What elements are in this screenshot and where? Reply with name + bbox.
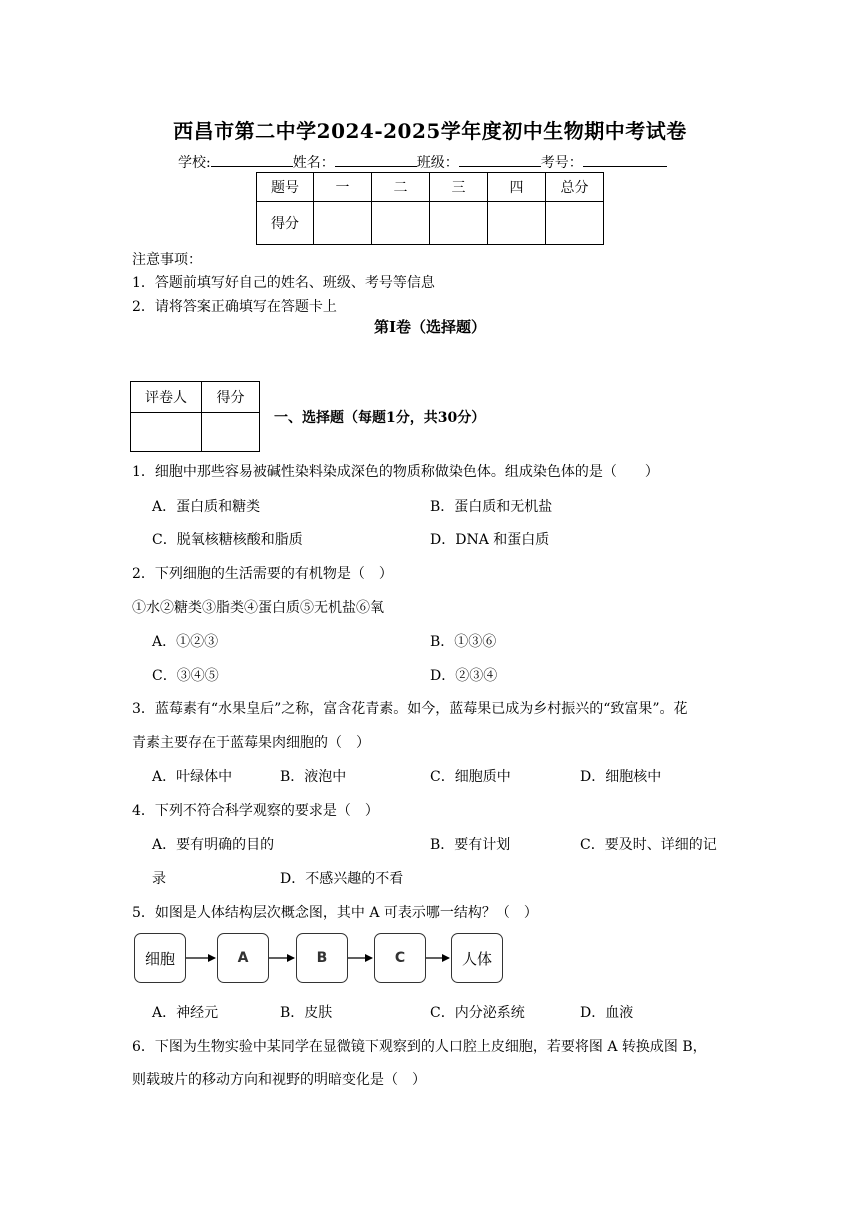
q5-option-a[interactable]: A．神经元 bbox=[152, 1005, 219, 1021]
question-6-stem: 6．下图为生物实验中某同学在显微镜下观察到的人口腔上皮细胞，若要将图 A 转换成图 B， bbox=[132, 1039, 707, 1055]
section-title: 一、选择题（每题1分，共30分） bbox=[274, 410, 486, 426]
question-3-stem: 3．蓝莓素有“水果皇后”之称，富含花青素。如今，蓝莓果已成为乡村振兴的“致富果”。花 bbox=[132, 701, 688, 717]
q3-option-a[interactable]: A．叶绿体中 bbox=[152, 769, 233, 785]
score-header-cell: 总分 bbox=[546, 173, 604, 202]
notice-heading: 注意事项： bbox=[132, 252, 202, 268]
score-row-label: 得分 bbox=[257, 202, 314, 245]
q2-option-a[interactable]: A．①②③ bbox=[152, 634, 219, 650]
q1-option-d[interactable]: D．DNA 和蛋白质 bbox=[430, 532, 550, 548]
q5-option-b[interactable]: B．皮肤 bbox=[280, 1005, 333, 1021]
q1-option-b[interactable]: B．蛋白质和无机盐 bbox=[430, 499, 553, 515]
volume-title: 第Ⅰ卷（选择题） bbox=[373, 318, 487, 336]
diagram-box-human: 人体 bbox=[451, 933, 503, 983]
exam-title: 西昌市第二中学2024-2025学年度初中生物期中考试卷 bbox=[173, 119, 687, 143]
class-label: 班级： bbox=[416, 155, 459, 171]
score-header-cell: 题号 bbox=[257, 173, 314, 202]
school-label: 学校: bbox=[178, 155, 211, 171]
q4-option-b[interactable]: B．要有计划 bbox=[430, 837, 511, 853]
q5-option-c[interactable]: C．内分泌系统 bbox=[430, 1005, 525, 1021]
number-label: 考号： bbox=[540, 155, 583, 171]
question-6-stem-cont: 则载玻片的移动方向和视野的明暗变化是（ ） bbox=[132, 1072, 426, 1088]
diagram-box-b: B bbox=[296, 933, 348, 983]
q1-option-c[interactable]: C．脱氧核糖核酸和脂质 bbox=[152, 532, 303, 548]
name-label: 姓名： bbox=[292, 155, 335, 171]
q3-option-d[interactable]: D．细胞核中 bbox=[580, 769, 662, 785]
grader-score-label: 得分 bbox=[202, 382, 260, 413]
q4-option-d[interactable]: D．不感兴趣的不看 bbox=[280, 871, 404, 887]
question-1-stem: 1．细胞中那些容易被碱性染料染成深色的物质称做染色体。组成染色体的是（ ） bbox=[132, 464, 659, 480]
notice-item: 2．请将答案正确填写在答题卡上 bbox=[132, 299, 337, 315]
q3-option-b[interactable]: B．液泡中 bbox=[280, 769, 347, 785]
score-header-cell: 二 bbox=[372, 173, 430, 202]
score-header-cell: 四 bbox=[488, 173, 546, 202]
question-4-stem: 4．下列不符合科学观察的要求是（ ） bbox=[132, 803, 379, 819]
score-header-cell: 三 bbox=[430, 173, 488, 202]
question-5-stem: 5．如图是人体结构层次概念图，其中 A 可表示哪一结构？（ ） bbox=[132, 905, 538, 921]
q4-option-c-cont: 录 bbox=[152, 871, 166, 887]
diagram-box-a: A bbox=[217, 933, 269, 983]
q2-option-d[interactable]: D．②③④ bbox=[430, 668, 498, 684]
q3-option-c[interactable]: C．细胞质中 bbox=[430, 769, 511, 785]
notice-item: 1．答题前填写好自己的姓名、班级、考号等信息 bbox=[132, 275, 435, 291]
grader-label: 评卷人 bbox=[131, 382, 202, 413]
diagram-box-cell: 细胞 bbox=[134, 933, 186, 983]
diagram-box-c: C bbox=[374, 933, 426, 983]
question-3-stem-cont: 青素主要存在于蓝莓果肉细胞的（ ） bbox=[132, 735, 370, 751]
q5-option-d[interactable]: D．血液 bbox=[580, 1005, 634, 1021]
q1-option-a[interactable]: A．蛋白质和糖类 bbox=[152, 499, 261, 515]
score-header-cell: 一 bbox=[314, 173, 372, 202]
question-2-stem: 2．下列细胞的生活需要的有机物是（ ） bbox=[132, 566, 393, 582]
question-2-items: ①水②糖类③脂类④蛋白质⑤无机盐⑥氧 bbox=[132, 600, 384, 616]
q2-option-c[interactable]: C．③④⑤ bbox=[152, 668, 219, 684]
q4-option-c[interactable]: C．要及时、详细的记 bbox=[580, 837, 717, 853]
q4-option-a[interactable]: A．要有明确的目的 bbox=[152, 837, 275, 853]
q2-option-b[interactable]: B．①③⑥ bbox=[430, 634, 497, 650]
